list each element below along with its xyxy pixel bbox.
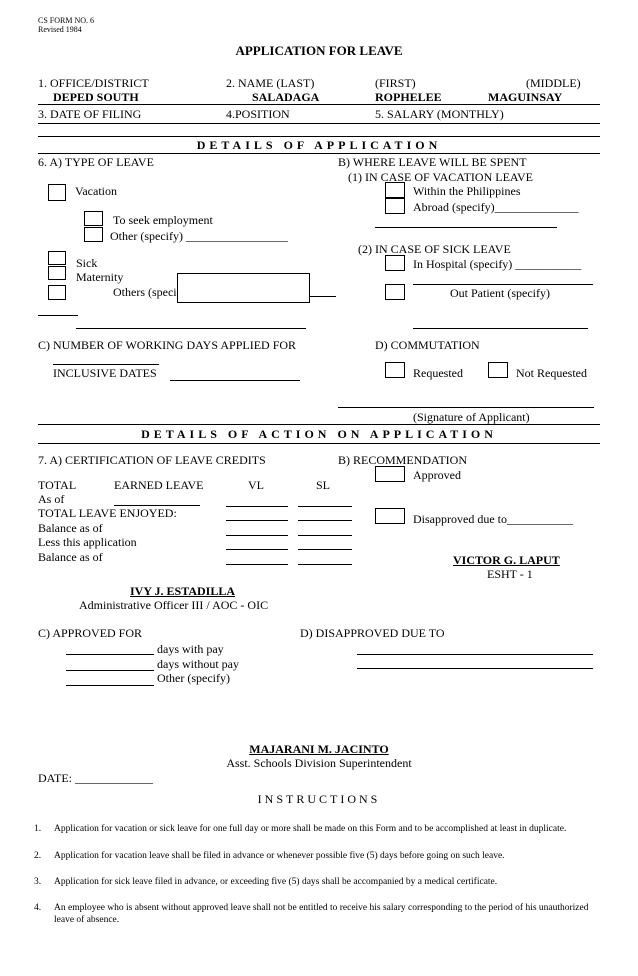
instruction-number: 2. bbox=[34, 851, 42, 861]
blank-line bbox=[413, 284, 593, 285]
vl-field[interactable] bbox=[226, 520, 288, 521]
requested-label: Requested bbox=[413, 366, 463, 380]
other-specify-label: Other (specify) _________________ bbox=[110, 229, 288, 243]
approver-title: Asst. Schools Division Superintendent bbox=[226, 756, 412, 770]
vl-field[interactable] bbox=[226, 549, 288, 550]
instruction-text: An employee who is absent without approved leave shall not be entitled to receive his salary corresponding to the period of his unauthorized leave of absence. bbox=[54, 903, 589, 925]
abroad-label: Abroad (specify)______________ bbox=[413, 200, 579, 214]
instructions-heading: INSTRUCTIONS bbox=[257, 792, 381, 806]
disapproved-reason-field[interactable] bbox=[357, 654, 593, 655]
sl-field[interactable] bbox=[298, 564, 352, 565]
balance-as-of-label: Balance as of bbox=[38, 521, 103, 535]
others-checkbox[interactable] bbox=[48, 285, 66, 300]
working-days-field[interactable] bbox=[53, 364, 159, 365]
total-label: TOTAL bbox=[38, 478, 77, 492]
recommender-title: ESHT - 1 bbox=[487, 567, 533, 581]
total-leave-enjoyed-label: TOTAL LEAVE ENJOYED: bbox=[38, 506, 177, 520]
disapproved-reason-field[interactable] bbox=[357, 668, 593, 669]
signature-line[interactable] bbox=[338, 407, 594, 408]
inclusive-dates-label: INCLUSIVE DATES bbox=[53, 366, 157, 380]
vacation-case-label: (1) IN CASE OF VACATION LEAVE bbox=[348, 170, 534, 184]
last-name-value[interactable]: SALADAGA bbox=[252, 90, 320, 104]
vl-field[interactable] bbox=[226, 506, 288, 507]
instruction-text: Application for vacation leave shall be filed in advance or whenever possible five (5) days before going on such leave. bbox=[54, 851, 505, 861]
days-without-pay-field[interactable] bbox=[66, 670, 154, 671]
days-without-pay-label: days without pay bbox=[157, 657, 239, 671]
days-with-pay-field[interactable] bbox=[66, 654, 154, 655]
instruction-item bbox=[34, 876, 602, 888]
instruction-item bbox=[34, 902, 602, 926]
name-label: 2. NAME (LAST) bbox=[226, 76, 315, 90]
divider bbox=[38, 443, 600, 444]
vacation-label: Vacation bbox=[75, 184, 117, 198]
certifier-title: Administrative Officer III / AOC - OIC bbox=[79, 598, 269, 612]
salary-label: 5. SALARY (MONTHLY) bbox=[375, 107, 504, 121]
form-title: APPLICATION FOR LEAVE bbox=[235, 43, 403, 58]
blank-line bbox=[375, 227, 557, 228]
abroad-checkbox[interactable] bbox=[385, 198, 405, 214]
seek-employment-checkbox[interactable] bbox=[84, 211, 103, 226]
type-of-leave-label: 6. A) TYPE OF LEAVE bbox=[38, 155, 154, 169]
not-requested-checkbox[interactable] bbox=[488, 362, 508, 378]
divider bbox=[38, 153, 600, 154]
in-hospital-label: In Hospital (specify) ___________ bbox=[413, 257, 582, 271]
less-application-label: Less this application bbox=[38, 535, 137, 549]
approved-label: Approved bbox=[413, 468, 461, 482]
recommendation-label: B) RECOMMENDATION bbox=[338, 453, 467, 467]
divider bbox=[38, 104, 600, 105]
instruction-item bbox=[34, 850, 602, 862]
blank-line bbox=[76, 328, 306, 329]
first-name-value[interactable]: ROPHELEE bbox=[375, 90, 442, 104]
section-heading-application: DETAILS OF APPLICATION bbox=[196, 138, 442, 152]
divider bbox=[38, 136, 600, 137]
instruction-text: Application for sick leave filed in advance, or exceeding five (5) days shall be accompanied by a medical certificate. bbox=[54, 877, 498, 887]
divider bbox=[38, 424, 600, 425]
divider bbox=[38, 123, 600, 124]
out-patient-label: Out Patient (specify) bbox=[450, 286, 550, 300]
signature-label: (Signature of Applicant) bbox=[413, 410, 530, 424]
date-field[interactable]: DATE: _____________ bbox=[38, 771, 153, 785]
sl-field[interactable] bbox=[298, 520, 352, 521]
vl-label: VL bbox=[248, 478, 264, 492]
approved-checkbox[interactable] bbox=[375, 466, 405, 482]
office-label: 1. OFFICE/DISTRICT bbox=[38, 76, 149, 90]
approved-for-label: C) APPROVED FOR bbox=[38, 626, 143, 640]
instruction-number: 4. bbox=[34, 903, 42, 913]
instruction-item bbox=[34, 823, 602, 835]
first-name-label: (FIRST) bbox=[375, 76, 416, 90]
other-specify-approved-label: Other (specify) bbox=[157, 671, 230, 685]
certifier-name: IVY J. ESTADILLA bbox=[130, 584, 236, 598]
sl-field[interactable] bbox=[298, 549, 352, 550]
others-specify-label: Others (speci bbox=[113, 285, 177, 299]
disapproved-due-label: D) DISAPPROVED DUE TO bbox=[300, 626, 445, 640]
within-philippines-label: Within the Philippines bbox=[413, 184, 521, 198]
maternity-checkbox[interactable] bbox=[48, 266, 66, 280]
form-revision: Revised 1984 bbox=[38, 25, 82, 34]
vl-field[interactable] bbox=[226, 564, 288, 565]
commutation-label: D) COMMUTATION bbox=[375, 338, 480, 352]
requested-checkbox[interactable] bbox=[385, 362, 405, 378]
others-specify-textbox[interactable] bbox=[177, 273, 310, 303]
sl-field[interactable] bbox=[298, 506, 352, 507]
not-requested-label: Not Requested bbox=[516, 366, 587, 380]
where-spent-label: B) WHERE LEAVE WILL BE SPENT bbox=[338, 155, 527, 169]
vl-field[interactable] bbox=[226, 535, 288, 536]
maternity-label: Maternity bbox=[76, 270, 124, 284]
date-filing-label: 3. DATE OF FILING bbox=[38, 107, 142, 121]
middle-name-value[interactable]: MAGUINSAY bbox=[488, 90, 563, 104]
disapproved-checkbox[interactable] bbox=[375, 508, 405, 524]
blank-line bbox=[413, 328, 588, 329]
blank-line bbox=[310, 296, 336, 297]
blank-line bbox=[38, 315, 78, 316]
vacation-checkbox[interactable] bbox=[48, 184, 66, 201]
as-of-label: As of bbox=[38, 492, 65, 506]
balance-as-of-final-label: Balance as of bbox=[38, 550, 103, 564]
instruction-number: 1. bbox=[34, 824, 42, 834]
other-specify-field[interactable] bbox=[66, 685, 154, 686]
position-label: 4.POSITION bbox=[226, 107, 290, 121]
sick-label: Sick bbox=[76, 256, 98, 270]
out-patient-checkbox[interactable] bbox=[385, 284, 405, 300]
middle-name-label: (MIDDLE) bbox=[526, 76, 581, 90]
recommender-name: VICTOR G. LAPUT bbox=[453, 553, 560, 567]
within-philippines-checkbox[interactable] bbox=[385, 182, 405, 198]
sl-field[interactable] bbox=[298, 535, 352, 536]
certification-label: 7. A) CERTIFICATION OF LEAVE CREDITS bbox=[38, 453, 266, 467]
seek-employment-label: To seek employment bbox=[113, 213, 213, 227]
other-specify-checkbox[interactable] bbox=[84, 227, 103, 242]
working-days-label: C) NUMBER OF WORKING DAYS APPLIED FOR bbox=[38, 338, 297, 352]
earned-leave-label: EARNED LEAVE bbox=[114, 478, 204, 492]
inclusive-dates-field[interactable] bbox=[170, 380, 300, 381]
sl-label: SL bbox=[316, 478, 331, 492]
sick-case-label: (2) IN CASE OF SICK LEAVE bbox=[358, 242, 511, 256]
days-with-pay-label: days with pay bbox=[157, 642, 224, 656]
in-hospital-checkbox[interactable] bbox=[385, 255, 405, 271]
disapproved-label: Disapproved due to___________ bbox=[413, 512, 573, 526]
instruction-text: Application for vacation or sick leave for one full day or more shall be made on this Form and to be accomplished at least in duplicate. bbox=[54, 824, 567, 834]
office-value[interactable]: DEPED SOUTH bbox=[53, 90, 139, 104]
form-number: CS FORM NO. 6 bbox=[38, 16, 95, 25]
section-heading-action: DETAILS OF ACTION ON APPLICATION bbox=[141, 427, 497, 441]
approver-name: MAJARANI M. JACINTO bbox=[249, 742, 389, 756]
sick-checkbox[interactable] bbox=[48, 251, 66, 265]
instruction-number: 3. bbox=[34, 877, 42, 887]
